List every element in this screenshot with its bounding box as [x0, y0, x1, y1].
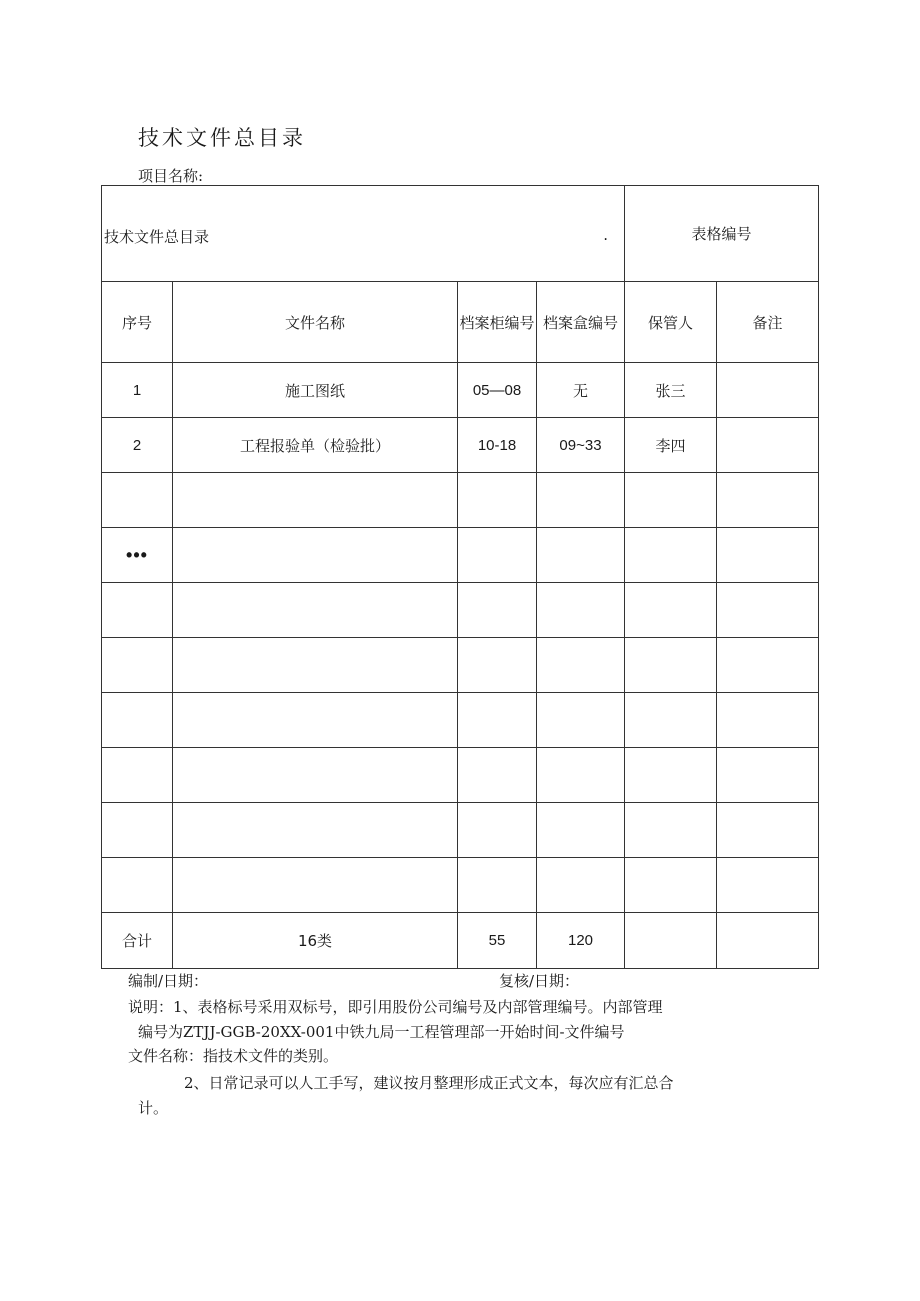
row-custodian: [625, 693, 717, 748]
row-box-no: 09~33: [537, 418, 625, 473]
row-cabinet-no: [458, 858, 537, 913]
header-title-cell: [102, 186, 625, 282]
table-row: [102, 418, 819, 473]
page-title: 技术文件总目录: [138, 126, 306, 150]
table-row: [102, 638, 819, 693]
column-header-row: [102, 282, 819, 363]
row-box-no: 无: [537, 363, 625, 418]
row-file-name: [173, 693, 458, 748]
row-custodian: [625, 748, 717, 803]
row-remarks: [717, 528, 819, 583]
total-remarks: [717, 913, 819, 969]
technical-files-table: [101, 185, 819, 969]
row-index: [102, 473, 173, 528]
row-cabinet-no: [458, 748, 537, 803]
col-header-custodian: 保管人: [625, 282, 717, 363]
row-box-no: [537, 693, 625, 748]
row-box-no: [537, 803, 625, 858]
row-remarks: [717, 638, 819, 693]
row-cabinet-no: [458, 803, 537, 858]
col-header-remarks: 备注: [717, 282, 819, 363]
row-custodian: 李四: [625, 418, 717, 473]
row-box-no: [537, 583, 625, 638]
total-custodian: [625, 913, 717, 969]
row-custodian: [625, 638, 717, 693]
row-index: [102, 748, 173, 803]
reviewed-by-date: 复核/日期：: [499, 972, 580, 990]
row-custodian: [625, 583, 717, 638]
row-file-name: [173, 528, 458, 583]
row-custodian: [625, 528, 717, 583]
row-remarks: [717, 583, 819, 638]
row-remarks: [717, 418, 819, 473]
prepared-by-date: 编制/日期：: [128, 972, 209, 990]
row-cabinet-no: [458, 473, 537, 528]
row-cabinet-no: 10-18: [458, 418, 537, 473]
row-custodian: [625, 858, 717, 913]
col-header-box-no: 档案盒编号: [537, 282, 625, 363]
table-header-row: [102, 186, 819, 282]
row-index: 2: [102, 418, 173, 473]
table-row: [102, 803, 819, 858]
row-box-no: [537, 748, 625, 803]
row-remarks: [717, 693, 819, 748]
col-header-file-name: 文件名称: [173, 282, 458, 363]
row-remarks: [717, 473, 819, 528]
row-file-name: 工程报验单（检验批）: [173, 418, 458, 473]
table-row: [102, 583, 819, 638]
total-row: [102, 913, 819, 969]
note-3-continued: 计。: [138, 1099, 169, 1117]
row-file-name: [173, 803, 458, 858]
row-index: [102, 803, 173, 858]
row-index: •••: [102, 528, 173, 583]
header-title: 技术文件总目录: [104, 228, 210, 246]
row-remarks: [717, 748, 819, 803]
row-cabinet-no: [458, 693, 537, 748]
table-row: [102, 473, 819, 528]
row-box-no: [537, 638, 625, 693]
row-custodian: [625, 803, 717, 858]
note-2: 文件名称：指技术文件的类别。: [128, 1047, 339, 1065]
row-box-no: [537, 528, 625, 583]
table-row: [102, 528, 819, 583]
row-file-name: [173, 583, 458, 638]
row-remarks: [717, 803, 819, 858]
row-index: [102, 858, 173, 913]
col-header-cabinet-no: 档案柜编号: [458, 282, 537, 363]
row-cabinet-no: [458, 528, 537, 583]
row-remarks: [717, 858, 819, 913]
form-number-label: 表格编号: [625, 186, 819, 282]
note-1: 说明：1、表格标号采用双标号，即引用股份公司编号及内部管理编号。内部管理: [128, 998, 663, 1016]
total-box: 120: [537, 913, 625, 969]
total-cabinet: 55: [458, 913, 537, 969]
row-cabinet-no: [458, 638, 537, 693]
row-box-no: [537, 858, 625, 913]
note-3: 2、日常记录可以人工手写，建议按月整理形成正式文本，每次应有汇总合: [184, 1074, 674, 1092]
row-cabinet-no: 05—08: [458, 363, 537, 418]
header-dot: .: [603, 226, 608, 244]
project-name-label: 项目名称:: [138, 167, 204, 185]
row-file-name: [173, 638, 458, 693]
table-row: [102, 693, 819, 748]
row-file-name: [173, 748, 458, 803]
total-label: 合计: [102, 913, 173, 969]
row-box-no: [537, 473, 625, 528]
row-file-name: [173, 858, 458, 913]
row-index: [102, 583, 173, 638]
note-1-continued: 编号为ZTJJ-GGB-20XX-001中铁九局一工程管理部一开始时间-文件编号: [138, 1023, 625, 1041]
row-index: [102, 638, 173, 693]
total-file-count: 16类: [173, 913, 458, 969]
row-file-name: 施工图纸: [173, 363, 458, 418]
table-row: [102, 858, 819, 913]
row-custodian: [625, 473, 717, 528]
row-index: 1: [102, 363, 173, 418]
row-file-name: [173, 473, 458, 528]
col-header-index: 序号: [102, 282, 173, 363]
row-index: [102, 693, 173, 748]
table-row: [102, 748, 819, 803]
row-custodian: 张三: [625, 363, 717, 418]
row-cabinet-no: [458, 583, 537, 638]
table-row: [102, 363, 819, 418]
row-remarks: [717, 363, 819, 418]
